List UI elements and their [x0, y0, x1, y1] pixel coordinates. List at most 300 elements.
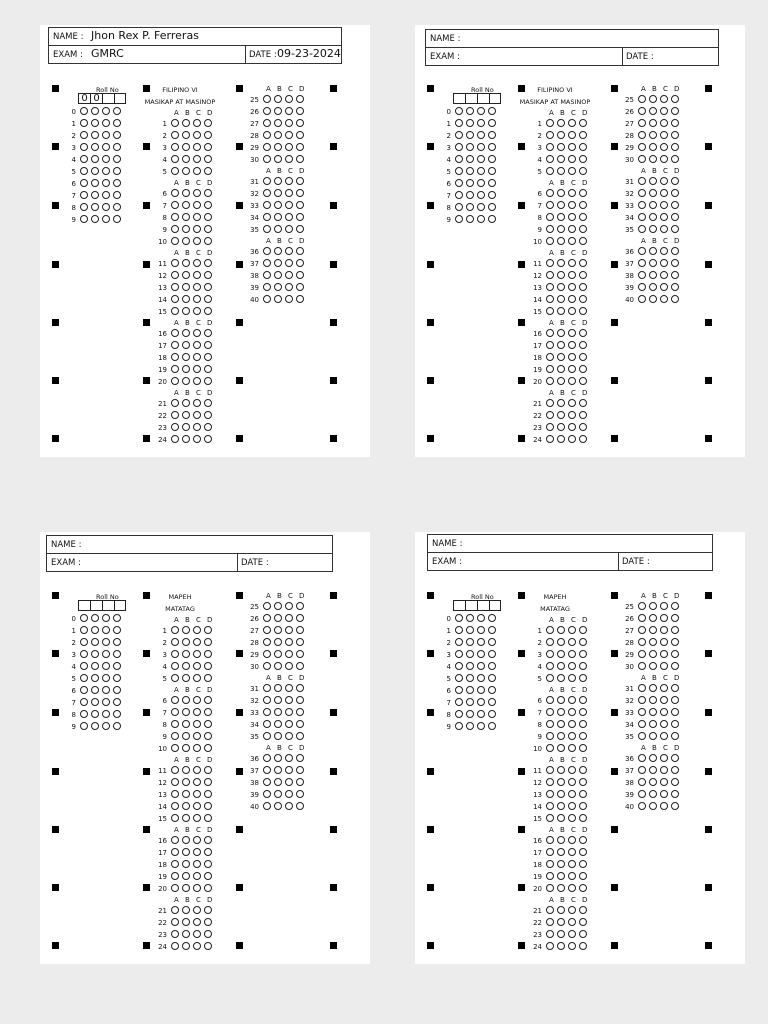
roll-digit-5-bubble-d[interactable] — [488, 167, 496, 175]
question-8-bubble-d[interactable] — [204, 720, 212, 728]
question-3-bubble-a[interactable] — [546, 143, 554, 151]
question-19-bubble-b[interactable] — [557, 872, 565, 880]
roll-digit-4-bubble-a[interactable] — [80, 155, 88, 163]
question-6-bubble-b[interactable] — [182, 696, 190, 704]
question-22-bubble-a[interactable] — [546, 918, 554, 926]
question-34-bubble-a[interactable] — [638, 720, 646, 728]
roll-digit-6-bubble-b[interactable] — [466, 179, 474, 187]
roll-digit-7-bubble-b[interactable] — [466, 191, 474, 199]
question-10-bubble-d[interactable] — [204, 744, 212, 752]
question-31-bubble-d[interactable] — [296, 684, 304, 692]
question-28-bubble-a[interactable] — [263, 638, 271, 646]
question-15-bubble-a[interactable] — [546, 307, 554, 315]
roll-digit-8-bubble-d[interactable] — [488, 203, 496, 211]
question-7-bubble-d[interactable] — [204, 708, 212, 716]
question-18-bubble-d[interactable] — [579, 353, 587, 361]
question-25-bubble-a[interactable] — [638, 602, 646, 610]
question-23-bubble-c[interactable] — [193, 930, 201, 938]
question-17-bubble-a[interactable] — [171, 341, 179, 349]
question-8-bubble-a[interactable] — [171, 720, 179, 728]
roll-digit-4-bubble-d[interactable] — [488, 662, 496, 670]
roll-digit-1-bubble-b[interactable] — [466, 626, 474, 634]
question-27-bubble-b[interactable] — [649, 119, 657, 127]
roll-digit-6-bubble-d[interactable] — [488, 686, 496, 694]
roll-digit-1-bubble-d[interactable] — [488, 119, 496, 127]
question-7-bubble-d[interactable] — [579, 708, 587, 716]
question-18-bubble-d[interactable] — [204, 860, 212, 868]
roll-digit-9-bubble-a[interactable] — [80, 215, 88, 223]
question-33-bubble-a[interactable] — [263, 708, 271, 716]
question-27-bubble-c[interactable] — [285, 119, 293, 127]
question-30-bubble-d[interactable] — [296, 662, 304, 670]
question-15-bubble-d[interactable] — [579, 307, 587, 315]
roll-digit-4-bubble-a[interactable] — [455, 662, 463, 670]
roll-digit-5-bubble-c[interactable] — [102, 674, 110, 682]
question-20-bubble-d[interactable] — [579, 884, 587, 892]
question-34-bubble-a[interactable] — [638, 213, 646, 221]
question-5-bubble-a[interactable] — [171, 167, 179, 175]
question-4-bubble-a[interactable] — [546, 155, 554, 163]
question-40-bubble-d[interactable] — [671, 802, 679, 810]
question-39-bubble-c[interactable] — [285, 283, 293, 291]
question-21-bubble-a[interactable] — [171, 906, 179, 914]
question-11-bubble-c[interactable] — [193, 766, 201, 774]
question-24-bubble-a[interactable] — [171, 435, 179, 443]
question-14-bubble-a[interactable] — [171, 802, 179, 810]
question-4-bubble-b[interactable] — [182, 155, 190, 163]
question-9-bubble-d[interactable] — [204, 732, 212, 740]
question-23-bubble-c[interactable] — [568, 423, 576, 431]
question-28-bubble-b[interactable] — [649, 131, 657, 139]
question-34-bubble-d[interactable] — [296, 720, 304, 728]
question-9-bubble-b[interactable] — [182, 225, 190, 233]
question-24-bubble-b[interactable] — [557, 942, 565, 950]
question-2-bubble-a[interactable] — [171, 131, 179, 139]
question-14-bubble-b[interactable] — [182, 295, 190, 303]
question-35-bubble-b[interactable] — [649, 732, 657, 740]
roll-digit-2-bubble-a[interactable] — [455, 131, 463, 139]
question-13-bubble-c[interactable] — [193, 283, 201, 291]
question-11-bubble-c[interactable] — [568, 259, 576, 267]
question-13-bubble-a[interactable] — [171, 790, 179, 798]
roll-digit-1-bubble-b[interactable] — [91, 119, 99, 127]
question-20-bubble-b[interactable] — [557, 884, 565, 892]
roll-digit-3-bubble-c[interactable] — [477, 650, 485, 658]
question-1-bubble-a[interactable] — [546, 626, 554, 634]
question-36-bubble-c[interactable] — [285, 754, 293, 762]
question-19-bubble-d[interactable] — [579, 365, 587, 373]
question-36-bubble-b[interactable] — [649, 754, 657, 762]
question-11-bubble-a[interactable] — [546, 766, 554, 774]
question-24-bubble-d[interactable] — [204, 942, 212, 950]
question-7-bubble-b[interactable] — [557, 201, 565, 209]
question-13-bubble-a[interactable] — [171, 283, 179, 291]
roll-digit-1-bubble-c[interactable] — [102, 626, 110, 634]
question-39-bubble-b[interactable] — [274, 283, 282, 291]
question-26-bubble-a[interactable] — [263, 614, 271, 622]
question-2-bubble-c[interactable] — [193, 638, 201, 646]
question-8-bubble-d[interactable] — [204, 213, 212, 221]
question-16-bubble-b[interactable] — [557, 329, 565, 337]
roll-digit-5-bubble-b[interactable] — [466, 167, 474, 175]
question-18-bubble-a[interactable] — [171, 353, 179, 361]
roll-digit-0-bubble-a[interactable] — [80, 614, 88, 622]
roll-digit-2-bubble-b[interactable] — [91, 638, 99, 646]
question-40-bubble-c[interactable] — [660, 295, 668, 303]
question-6-bubble-b[interactable] — [557, 696, 565, 704]
question-12-bubble-b[interactable] — [557, 271, 565, 279]
roll-digit-6-bubble-c[interactable] — [477, 179, 485, 187]
question-5-bubble-b[interactable] — [557, 167, 565, 175]
question-11-bubble-d[interactable] — [579, 766, 587, 774]
question-31-bubble-c[interactable] — [285, 684, 293, 692]
roll-digit-1-bubble-a[interactable] — [80, 119, 88, 127]
question-38-bubble-c[interactable] — [660, 271, 668, 279]
question-33-bubble-c[interactable] — [660, 201, 668, 209]
question-7-bubble-b[interactable] — [557, 708, 565, 716]
roll-digit-6-bubble-c[interactable] — [102, 179, 110, 187]
roll-digit-8-bubble-b[interactable] — [91, 203, 99, 211]
question-35-bubble-c[interactable] — [285, 225, 293, 233]
question-20-bubble-c[interactable] — [193, 884, 201, 892]
question-26-bubble-d[interactable] — [671, 614, 679, 622]
roll-digit-0-bubble-a[interactable] — [455, 614, 463, 622]
roll-digit-0-bubble-b[interactable] — [91, 614, 99, 622]
question-30-bubble-a[interactable] — [638, 155, 646, 163]
question-36-bubble-a[interactable] — [638, 247, 646, 255]
question-35-bubble-c[interactable] — [660, 732, 668, 740]
question-22-bubble-c[interactable] — [193, 918, 201, 926]
question-13-bubble-c[interactable] — [568, 790, 576, 798]
question-38-bubble-c[interactable] — [285, 271, 293, 279]
roll-digit-2-bubble-b[interactable] — [466, 131, 474, 139]
roll-digit-9-bubble-c[interactable] — [102, 215, 110, 223]
question-22-bubble-c[interactable] — [193, 411, 201, 419]
question-23-bubble-b[interactable] — [182, 423, 190, 431]
question-38-bubble-b[interactable] — [274, 271, 282, 279]
question-4-bubble-c[interactable] — [193, 662, 201, 670]
question-13-bubble-d[interactable] — [579, 283, 587, 291]
question-8-bubble-c[interactable] — [568, 213, 576, 221]
question-6-bubble-d[interactable] — [204, 696, 212, 704]
question-4-bubble-d[interactable] — [579, 662, 587, 670]
roll-digit-0-bubble-c[interactable] — [102, 614, 110, 622]
question-32-bubble-d[interactable] — [671, 696, 679, 704]
roll-digit-7-bubble-d[interactable] — [113, 191, 121, 199]
roll-digit-6-bubble-a[interactable] — [80, 686, 88, 694]
question-28-bubble-a[interactable] — [638, 131, 646, 139]
question-12-bubble-c[interactable] — [568, 271, 576, 279]
roll-digit-3-bubble-d[interactable] — [113, 650, 121, 658]
question-9-bubble-d[interactable] — [579, 732, 587, 740]
question-35-bubble-d[interactable] — [671, 732, 679, 740]
question-40-bubble-a[interactable] — [263, 802, 271, 810]
question-27-bubble-a[interactable] — [263, 119, 271, 127]
question-6-bubble-c[interactable] — [193, 189, 201, 197]
question-5-bubble-b[interactable] — [182, 167, 190, 175]
question-10-bubble-c[interactable] — [193, 744, 201, 752]
question-26-bubble-b[interactable] — [649, 107, 657, 115]
roll-digit-5-bubble-d[interactable] — [488, 674, 496, 682]
question-38-bubble-b[interactable] — [649, 271, 657, 279]
question-1-bubble-a[interactable] — [171, 119, 179, 127]
question-24-bubble-c[interactable] — [568, 942, 576, 950]
question-35-bubble-a[interactable] — [638, 732, 646, 740]
question-25-bubble-a[interactable] — [263, 95, 271, 103]
question-26-bubble-a[interactable] — [638, 614, 646, 622]
roll-digit-3-bubble-b[interactable] — [91, 650, 99, 658]
question-29-bubble-a[interactable] — [263, 650, 271, 658]
question-3-bubble-a[interactable] — [171, 650, 179, 658]
roll-digit-8-bubble-a[interactable] — [80, 710, 88, 718]
question-32-bubble-a[interactable] — [638, 189, 646, 197]
question-5-bubble-c[interactable] — [193, 167, 201, 175]
question-5-bubble-b[interactable] — [557, 674, 565, 682]
question-35-bubble-d[interactable] — [296, 225, 304, 233]
question-17-bubble-c[interactable] — [193, 848, 201, 856]
roll-digit-0-bubble-b[interactable] — [91, 107, 99, 115]
question-27-bubble-d[interactable] — [296, 626, 304, 634]
question-22-bubble-b[interactable] — [557, 918, 565, 926]
question-18-bubble-a[interactable] — [171, 860, 179, 868]
roll-digit-1-bubble-c[interactable] — [102, 119, 110, 127]
question-38-bubble-a[interactable] — [263, 271, 271, 279]
question-15-bubble-d[interactable] — [579, 814, 587, 822]
question-40-bubble-b[interactable] — [649, 802, 657, 810]
question-3-bubble-c[interactable] — [568, 143, 576, 151]
question-2-bubble-b[interactable] — [182, 638, 190, 646]
question-40-bubble-d[interactable] — [296, 802, 304, 810]
question-19-bubble-d[interactable] — [579, 872, 587, 880]
question-6-bubble-a[interactable] — [546, 189, 554, 197]
roll-digit-8-bubble-d[interactable] — [113, 710, 121, 718]
question-16-bubble-b[interactable] — [182, 329, 190, 337]
question-2-bubble-b[interactable] — [557, 638, 565, 646]
question-21-bubble-d[interactable] — [579, 399, 587, 407]
question-17-bubble-d[interactable] — [579, 341, 587, 349]
question-15-bubble-b[interactable] — [557, 814, 565, 822]
question-7-bubble-a[interactable] — [171, 201, 179, 209]
question-8-bubble-a[interactable] — [546, 213, 554, 221]
question-11-bubble-a[interactable] — [546, 259, 554, 267]
question-13-bubble-b[interactable] — [557, 283, 565, 291]
question-2-bubble-a[interactable] — [546, 131, 554, 139]
roll-digit-0-bubble-d[interactable] — [113, 107, 121, 115]
question-26-bubble-b[interactable] — [274, 614, 282, 622]
question-6-bubble-d[interactable] — [204, 189, 212, 197]
question-29-bubble-a[interactable] — [263, 143, 271, 151]
roll-digit-3-bubble-d[interactable] — [488, 143, 496, 151]
question-6-bubble-a[interactable] — [171, 696, 179, 704]
question-35-bubble-a[interactable] — [263, 225, 271, 233]
question-34-bubble-b[interactable] — [274, 720, 282, 728]
roll-digit-2-bubble-a[interactable] — [455, 638, 463, 646]
question-1-bubble-d[interactable] — [204, 626, 212, 634]
question-38-bubble-a[interactable] — [638, 271, 646, 279]
question-5-bubble-a[interactable] — [171, 674, 179, 682]
roll-digit-6-bubble-a[interactable] — [455, 686, 463, 694]
question-20-bubble-a[interactable] — [546, 377, 554, 385]
question-32-bubble-b[interactable] — [274, 696, 282, 704]
question-37-bubble-c[interactable] — [285, 259, 293, 267]
question-12-bubble-a[interactable] — [546, 778, 554, 786]
question-29-bubble-b[interactable] — [274, 650, 282, 658]
question-6-bubble-c[interactable] — [193, 696, 201, 704]
question-22-bubble-d[interactable] — [204, 411, 212, 419]
question-23-bubble-a[interactable] — [171, 930, 179, 938]
question-28-bubble-d[interactable] — [671, 131, 679, 139]
question-7-bubble-d[interactable] — [204, 201, 212, 209]
question-31-bubble-a[interactable] — [638, 177, 646, 185]
question-25-bubble-d[interactable] — [296, 602, 304, 610]
question-16-bubble-c[interactable] — [568, 836, 576, 844]
question-31-bubble-c[interactable] — [660, 177, 668, 185]
roll-digit-8-bubble-a[interactable] — [80, 203, 88, 211]
question-35-bubble-c[interactable] — [660, 225, 668, 233]
question-32-bubble-c[interactable] — [285, 696, 293, 704]
question-20-bubble-a[interactable] — [171, 884, 179, 892]
roll-digit-6-bubble-b[interactable] — [91, 179, 99, 187]
question-37-bubble-d[interactable] — [296, 259, 304, 267]
question-15-bubble-c[interactable] — [568, 307, 576, 315]
question-10-bubble-b[interactable] — [182, 237, 190, 245]
roll-digit-1-bubble-d[interactable] — [113, 626, 121, 634]
question-25-bubble-c[interactable] — [285, 95, 293, 103]
question-40-bubble-b[interactable] — [274, 802, 282, 810]
question-23-bubble-d[interactable] — [204, 930, 212, 938]
question-23-bubble-a[interactable] — [546, 930, 554, 938]
question-1-bubble-c[interactable] — [193, 119, 201, 127]
question-9-bubble-a[interactable] — [546, 732, 554, 740]
roll-digit-8-bubble-a[interactable] — [455, 203, 463, 211]
question-8-bubble-c[interactable] — [193, 213, 201, 221]
question-15-bubble-c[interactable] — [193, 307, 201, 315]
roll-digit-6-bubble-c[interactable] — [477, 686, 485, 694]
roll-digit-9-bubble-c[interactable] — [102, 722, 110, 730]
question-2-bubble-d[interactable] — [579, 638, 587, 646]
question-16-bubble-d[interactable] — [579, 836, 587, 844]
question-39-bubble-a[interactable] — [638, 283, 646, 291]
question-13-bubble-c[interactable] — [568, 283, 576, 291]
question-38-bubble-d[interactable] — [296, 778, 304, 786]
question-36-bubble-b[interactable] — [274, 754, 282, 762]
roll-digit-6-bubble-b[interactable] — [466, 686, 474, 694]
roll-digit-0-bubble-d[interactable] — [488, 614, 496, 622]
question-16-bubble-b[interactable] — [182, 836, 190, 844]
question-35-bubble-b[interactable] — [274, 225, 282, 233]
roll-digit-1-bubble-b[interactable] — [91, 626, 99, 634]
question-31-bubble-b[interactable] — [649, 684, 657, 692]
question-12-bubble-a[interactable] — [171, 271, 179, 279]
question-34-bubble-d[interactable] — [296, 213, 304, 221]
roll-digit-9-bubble-a[interactable] — [455, 215, 463, 223]
question-2-bubble-d[interactable] — [579, 131, 587, 139]
question-14-bubble-b[interactable] — [182, 802, 190, 810]
question-32-bubble-d[interactable] — [296, 189, 304, 197]
question-19-bubble-a[interactable] — [171, 872, 179, 880]
question-11-bubble-d[interactable] — [579, 259, 587, 267]
question-3-bubble-d[interactable] — [204, 143, 212, 151]
question-4-bubble-b[interactable] — [182, 662, 190, 670]
question-4-bubble-d[interactable] — [579, 155, 587, 163]
question-25-bubble-a[interactable] — [263, 602, 271, 610]
question-27-bubble-c[interactable] — [660, 119, 668, 127]
question-17-bubble-b[interactable] — [557, 341, 565, 349]
question-23-bubble-c[interactable] — [193, 423, 201, 431]
question-19-bubble-c[interactable] — [193, 872, 201, 880]
name-value[interactable]: Jhon Rex P. Ferreras — [91, 29, 199, 42]
question-37-bubble-a[interactable] — [263, 766, 271, 774]
question-1-bubble-c[interactable] — [193, 626, 201, 634]
question-9-bubble-c[interactable] — [568, 732, 576, 740]
question-31-bubble-d[interactable] — [671, 177, 679, 185]
question-33-bubble-d[interactable] — [671, 201, 679, 209]
question-15-bubble-b[interactable] — [182, 814, 190, 822]
roll-digit-4-bubble-c[interactable] — [477, 662, 485, 670]
question-1-bubble-b[interactable] — [557, 626, 565, 634]
question-39-bubble-a[interactable] — [638, 790, 646, 798]
roll-digit-9-bubble-b[interactable] — [91, 722, 99, 730]
question-34-bubble-c[interactable] — [660, 720, 668, 728]
question-33-bubble-c[interactable] — [285, 708, 293, 716]
question-15-bubble-d[interactable] — [204, 307, 212, 315]
roll-digit-2-bubble-b[interactable] — [466, 638, 474, 646]
roll-digit-7-bubble-a[interactable] — [80, 191, 88, 199]
question-38-bubble-c[interactable] — [660, 778, 668, 786]
question-4-bubble-d[interactable] — [204, 662, 212, 670]
roll-digit-8-bubble-a[interactable] — [455, 710, 463, 718]
question-33-bubble-d[interactable] — [296, 708, 304, 716]
question-33-bubble-a[interactable] — [263, 201, 271, 209]
question-19-bubble-a[interactable] — [546, 872, 554, 880]
question-35-bubble-d[interactable] — [296, 732, 304, 740]
roll-digit-7-bubble-c[interactable] — [477, 698, 485, 706]
question-40-bubble-a[interactable] — [638, 295, 646, 303]
question-9-bubble-b[interactable] — [182, 732, 190, 740]
roll-digit-1-bubble-d[interactable] — [488, 626, 496, 634]
question-22-bubble-c[interactable] — [568, 918, 576, 926]
question-21-bubble-a[interactable] — [546, 906, 554, 914]
question-37-bubble-c[interactable] — [660, 766, 668, 774]
question-16-bubble-a[interactable] — [546, 329, 554, 337]
roll-digit-6-bubble-d[interactable] — [113, 686, 121, 694]
roll-digit-5-bubble-a[interactable] — [455, 167, 463, 175]
roll-digit-0-bubble-c[interactable] — [477, 107, 485, 115]
question-15-bubble-d[interactable] — [204, 814, 212, 822]
question-33-bubble-b[interactable] — [274, 201, 282, 209]
question-9-bubble-b[interactable] — [557, 732, 565, 740]
roll-digit-9-bubble-c[interactable] — [477, 722, 485, 730]
question-14-bubble-d[interactable] — [204, 295, 212, 303]
question-28-bubble-b[interactable] — [274, 638, 282, 646]
question-18-bubble-a[interactable] — [546, 353, 554, 361]
question-17-bubble-d[interactable] — [204, 848, 212, 856]
question-17-bubble-a[interactable] — [546, 848, 554, 856]
question-15-bubble-b[interactable] — [557, 307, 565, 315]
roll-digit-3-bubble-a[interactable] — [80, 143, 88, 151]
question-25-bubble-b[interactable] — [649, 602, 657, 610]
question-22-bubble-b[interactable] — [182, 918, 190, 926]
question-18-bubble-b[interactable] — [557, 860, 565, 868]
question-28-bubble-d[interactable] — [296, 131, 304, 139]
question-7-bubble-c[interactable] — [568, 201, 576, 209]
roll-digit-2-bubble-a[interactable] — [80, 131, 88, 139]
question-39-bubble-d[interactable] — [671, 283, 679, 291]
question-20-bubble-d[interactable] — [204, 884, 212, 892]
question-20-bubble-b[interactable] — [182, 884, 190, 892]
question-28-bubble-a[interactable] — [638, 638, 646, 646]
question-12-bubble-b[interactable] — [182, 778, 190, 786]
